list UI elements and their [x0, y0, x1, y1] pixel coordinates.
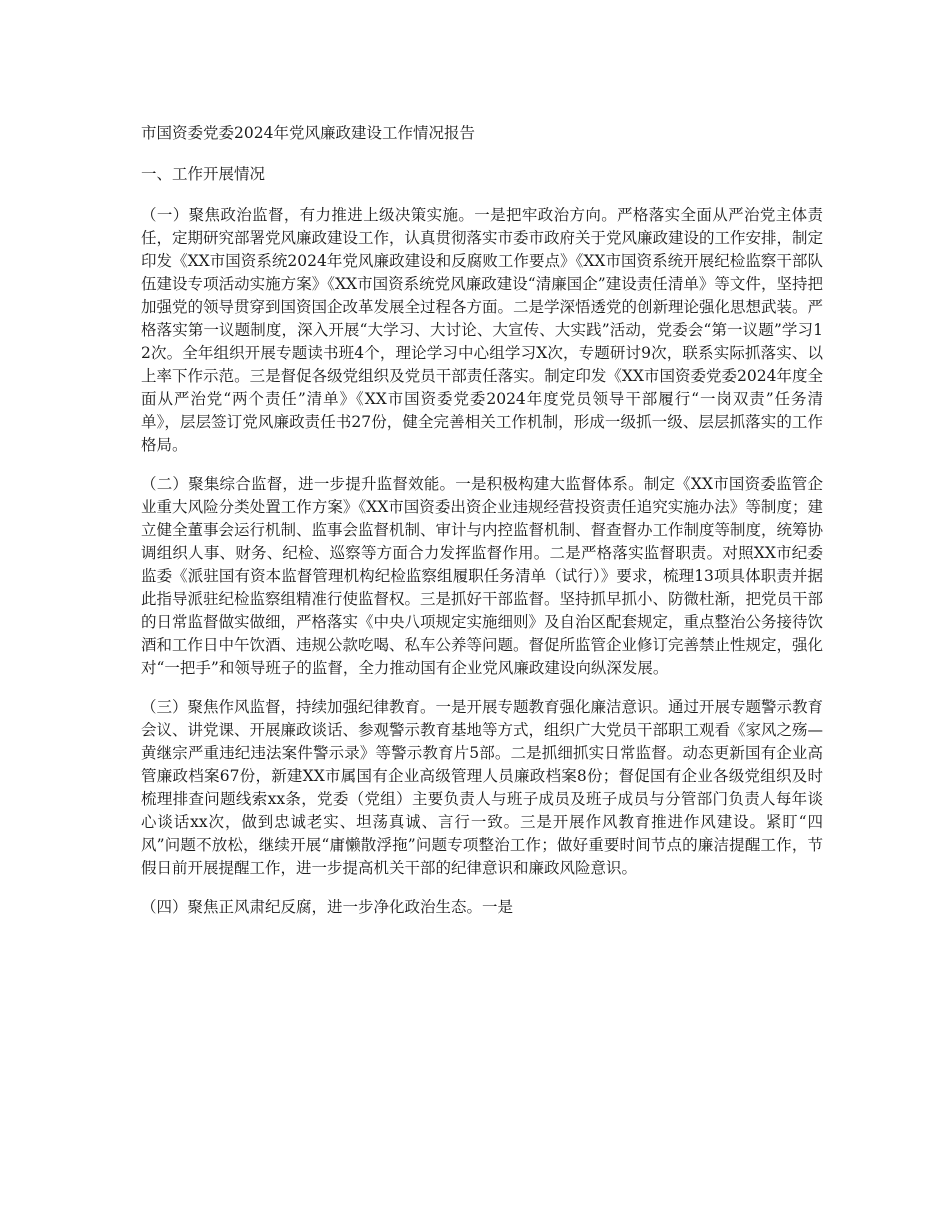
paragraph-conduct-supervision: （三）聚焦作风监督，持续加强纪律教育。一是开展专题教育强化廉洁意识。通过开展专题警示教育会议、讲党课、开展廉政谈话、参观警示教育基地等方式，组织广大党员干部职工观看《家风之殇—黄继宗严重违纪违法案件警示录》等警示教育片5部。二是抓细抓实日常监督。动态更新国有企业高管廉政档案67份，新建XX市属国有企业高级管理人员廉政档案8份；督促国有企业各级党组织及时梳理排查问题线索xx条，党委（党组）主要负责人与班子成员及班子成员与分管部门负责人每年谈心谈话xx次，做到忠诚老实、坦荡真诚、言行一致。三是开展作风教育推进作风建设。紧盯“四风”问题不放松，继续开展“庸懒散浮拖”问题专项整治工作；做好重要时间节点的廉洁提醒工作，节假日前开展提醒工作，进一步提高机关干部的纪律意识和廉政风险意识。: [141, 698, 824, 877]
paragraph-political-supervision: （一）聚焦政治监督，有力推进上级决策实施。一是把牢政治方向。严格落实全面从严治党主体责任，定期研究部署党风廉政建设工作，认真贯彻落实市委市政府关于党风廉政建设的工作安排，制定印发《XX市国资系统2024年党风廉政建设和反腐败工作要点》《XX市国资系统开展纪检监察干部队伍建设专项活动实施方案》《XX市国资系统党风廉政建设“清廉国企”建设责任清单》等文件，坚持把加强党的领导贯穿到国资国企改革发展全过程各方面。二是学深悟透党的创新理论强化思想武装。严格落实第一议题制度，深入开展“大学习、大讨论、大宣传、大实践”活动，党委会“第一议题”学习12次。全年组织开展专题读书班4个，理论学习中心组学习X次，专题研讨9次，联系实际抓落实、以上率下作示范。三是督促各级党组织及党员干部责任落实。制定印发《XX市国资委党委2024年度全面从严治党“两个责任”清单》《XX市国资委党委2024年度党员领导干部履行“一岗双责”任务清单》，层层签订党风廉政责任书27份，健全完善相关工作机制，形成一级抓一级、层层抓落实的工作格局。: [141, 206, 824, 454]
document-body: [141, 122, 823, 935]
document-title: 市国资委党委2024年党风廉政建设工作情况报告: [141, 124, 475, 142]
section-heading: 一、工作开展情况: [141, 165, 266, 183]
paragraph-comprehensive-supervision: （二）聚集综合监督，进一步提升监督效能。一是积极构建大监督体系。制定《XX市国资委监管企业重大风险分类处置工作方案》《XX市国资委出资企业违规经营投资责任追究实施办法》等制度；建立健全董事会运行机制、监事会监督机制、审计与内控监督机制、督查督办工作制度等制度，统筹协调组织人事、财务、纪检、巡察等方面合力发挥监督作用。二是严格落实监督职责。对照XX市纪委监委《派驻国有资本监督管理机构纪检监察组履职任务清单（试行）》要求，梳理13项具体职责并据此指导派驻纪检监察组精准行使监督权。三是抓好干部监督。坚持抓早抓小、防微杜渐，把党员干部的日常监督做实做细，严格落实《中央八项规定实施细则》及自治区配套规定，重点整治公务接待饮酒和工作日中午饮酒、违规公款吃喝、私车公养等问题。督促所监管企业修订完善禁止性规定，强化对“一把手”和领导班子的监督，全力推动国有企业党风廉政建设向纵深发展。: [141, 475, 824, 677]
paragraph-anti-corruption: （四）聚焦正风肃纪反腐，进一步净化政治生态。一是: [141, 898, 514, 916]
